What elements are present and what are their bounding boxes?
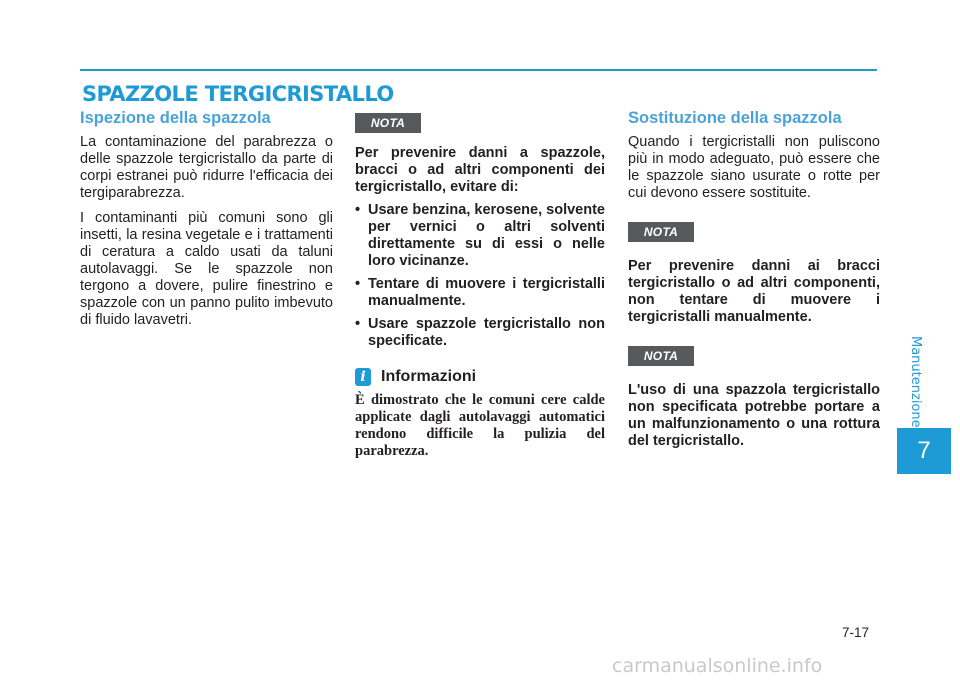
page-number: 7-17 (842, 625, 870, 640)
list-item-text: Tentare di muovere i tergicristalli manualmente. (368, 276, 605, 309)
bullet-marker: • (355, 276, 361, 292)
note2-text: L'uso di una spazzola tergicristallo non specificata potrebbe portare a un malfunzionamento o una rottura del tergicristallo. (628, 382, 880, 449)
list-item (355, 276, 605, 310)
watermark: carmanualsonline.info (612, 655, 823, 677)
list-item (355, 202, 605, 270)
nota-badge: NOTA (628, 346, 694, 366)
inspection-paragraph-2: I contaminanti più comuni sono gli insetti, la resina vegetale e i trattamenti di ceratura a caldo usati da taluni autolavaggi. Se le spazzole non tergono a dovere, pulire finestrino e spazzole con un panno pulito imbevuto di fluido lavavetri. (80, 210, 333, 328)
inspection-paragraph-1: La contaminazione del parabrezza o delle spazzole tergicristallo da parte di corpi estranei può ridurre l'efficacia dei tergiparabrezza. (80, 134, 333, 201)
note-intro: Per prevenire danni a spazzole, bracci o ad altri componenti dei tergicristallo, evitare di: (355, 145, 605, 195)
info-title: Informazioni (381, 368, 477, 385)
column-replacement (628, 108, 880, 450)
list-item (355, 316, 605, 350)
replacement-subtitle: Sostituzione della spazzola (628, 109, 842, 127)
inspection-subtitle: Ispezione della spazzola (80, 109, 271, 127)
top-rule (80, 69, 877, 71)
list-item-text: Usare benzina, kerosene, solvente per vernici o altri solventi direttamente su di essi o nelle loro vicinanze. (368, 202, 605, 269)
bullet-marker: • (355, 202, 361, 218)
bullet-marker: • (355, 316, 361, 332)
column-inspection (80, 108, 333, 337)
info-icon: i (355, 368, 371, 386)
list-item-text: Usare spazzole tergicristallo non specificate. (368, 316, 605, 349)
replacement-paragraph: Quando i tergicristalli non puliscono più in modo adeguato, può essere che le spazzole siano usurate o rotte per cui devono essere sostituite. (628, 134, 880, 201)
nota-badge: NOTA (355, 113, 421, 133)
note1-text: Per prevenire danni ai bracci tergicristallo o ad altri componenti, non tentare di muovere i tergicristalli manualmente. (628, 258, 880, 325)
info-header (355, 368, 605, 386)
info-text: È dimostrato che le comuni cere calde applicate dagli autolavaggi automatici rendono difficile la pulizia del parabrezza. (355, 392, 605, 459)
side-tab-label: Manutenzione (908, 336, 923, 428)
nota-badge: NOTA (628, 222, 694, 242)
section-title: SPAZZOLE TERGICRISTALLO (82, 82, 394, 106)
note-bullet-list (355, 202, 605, 350)
column-note-info (355, 108, 605, 460)
chapter-number-tab: 7 (897, 428, 951, 474)
